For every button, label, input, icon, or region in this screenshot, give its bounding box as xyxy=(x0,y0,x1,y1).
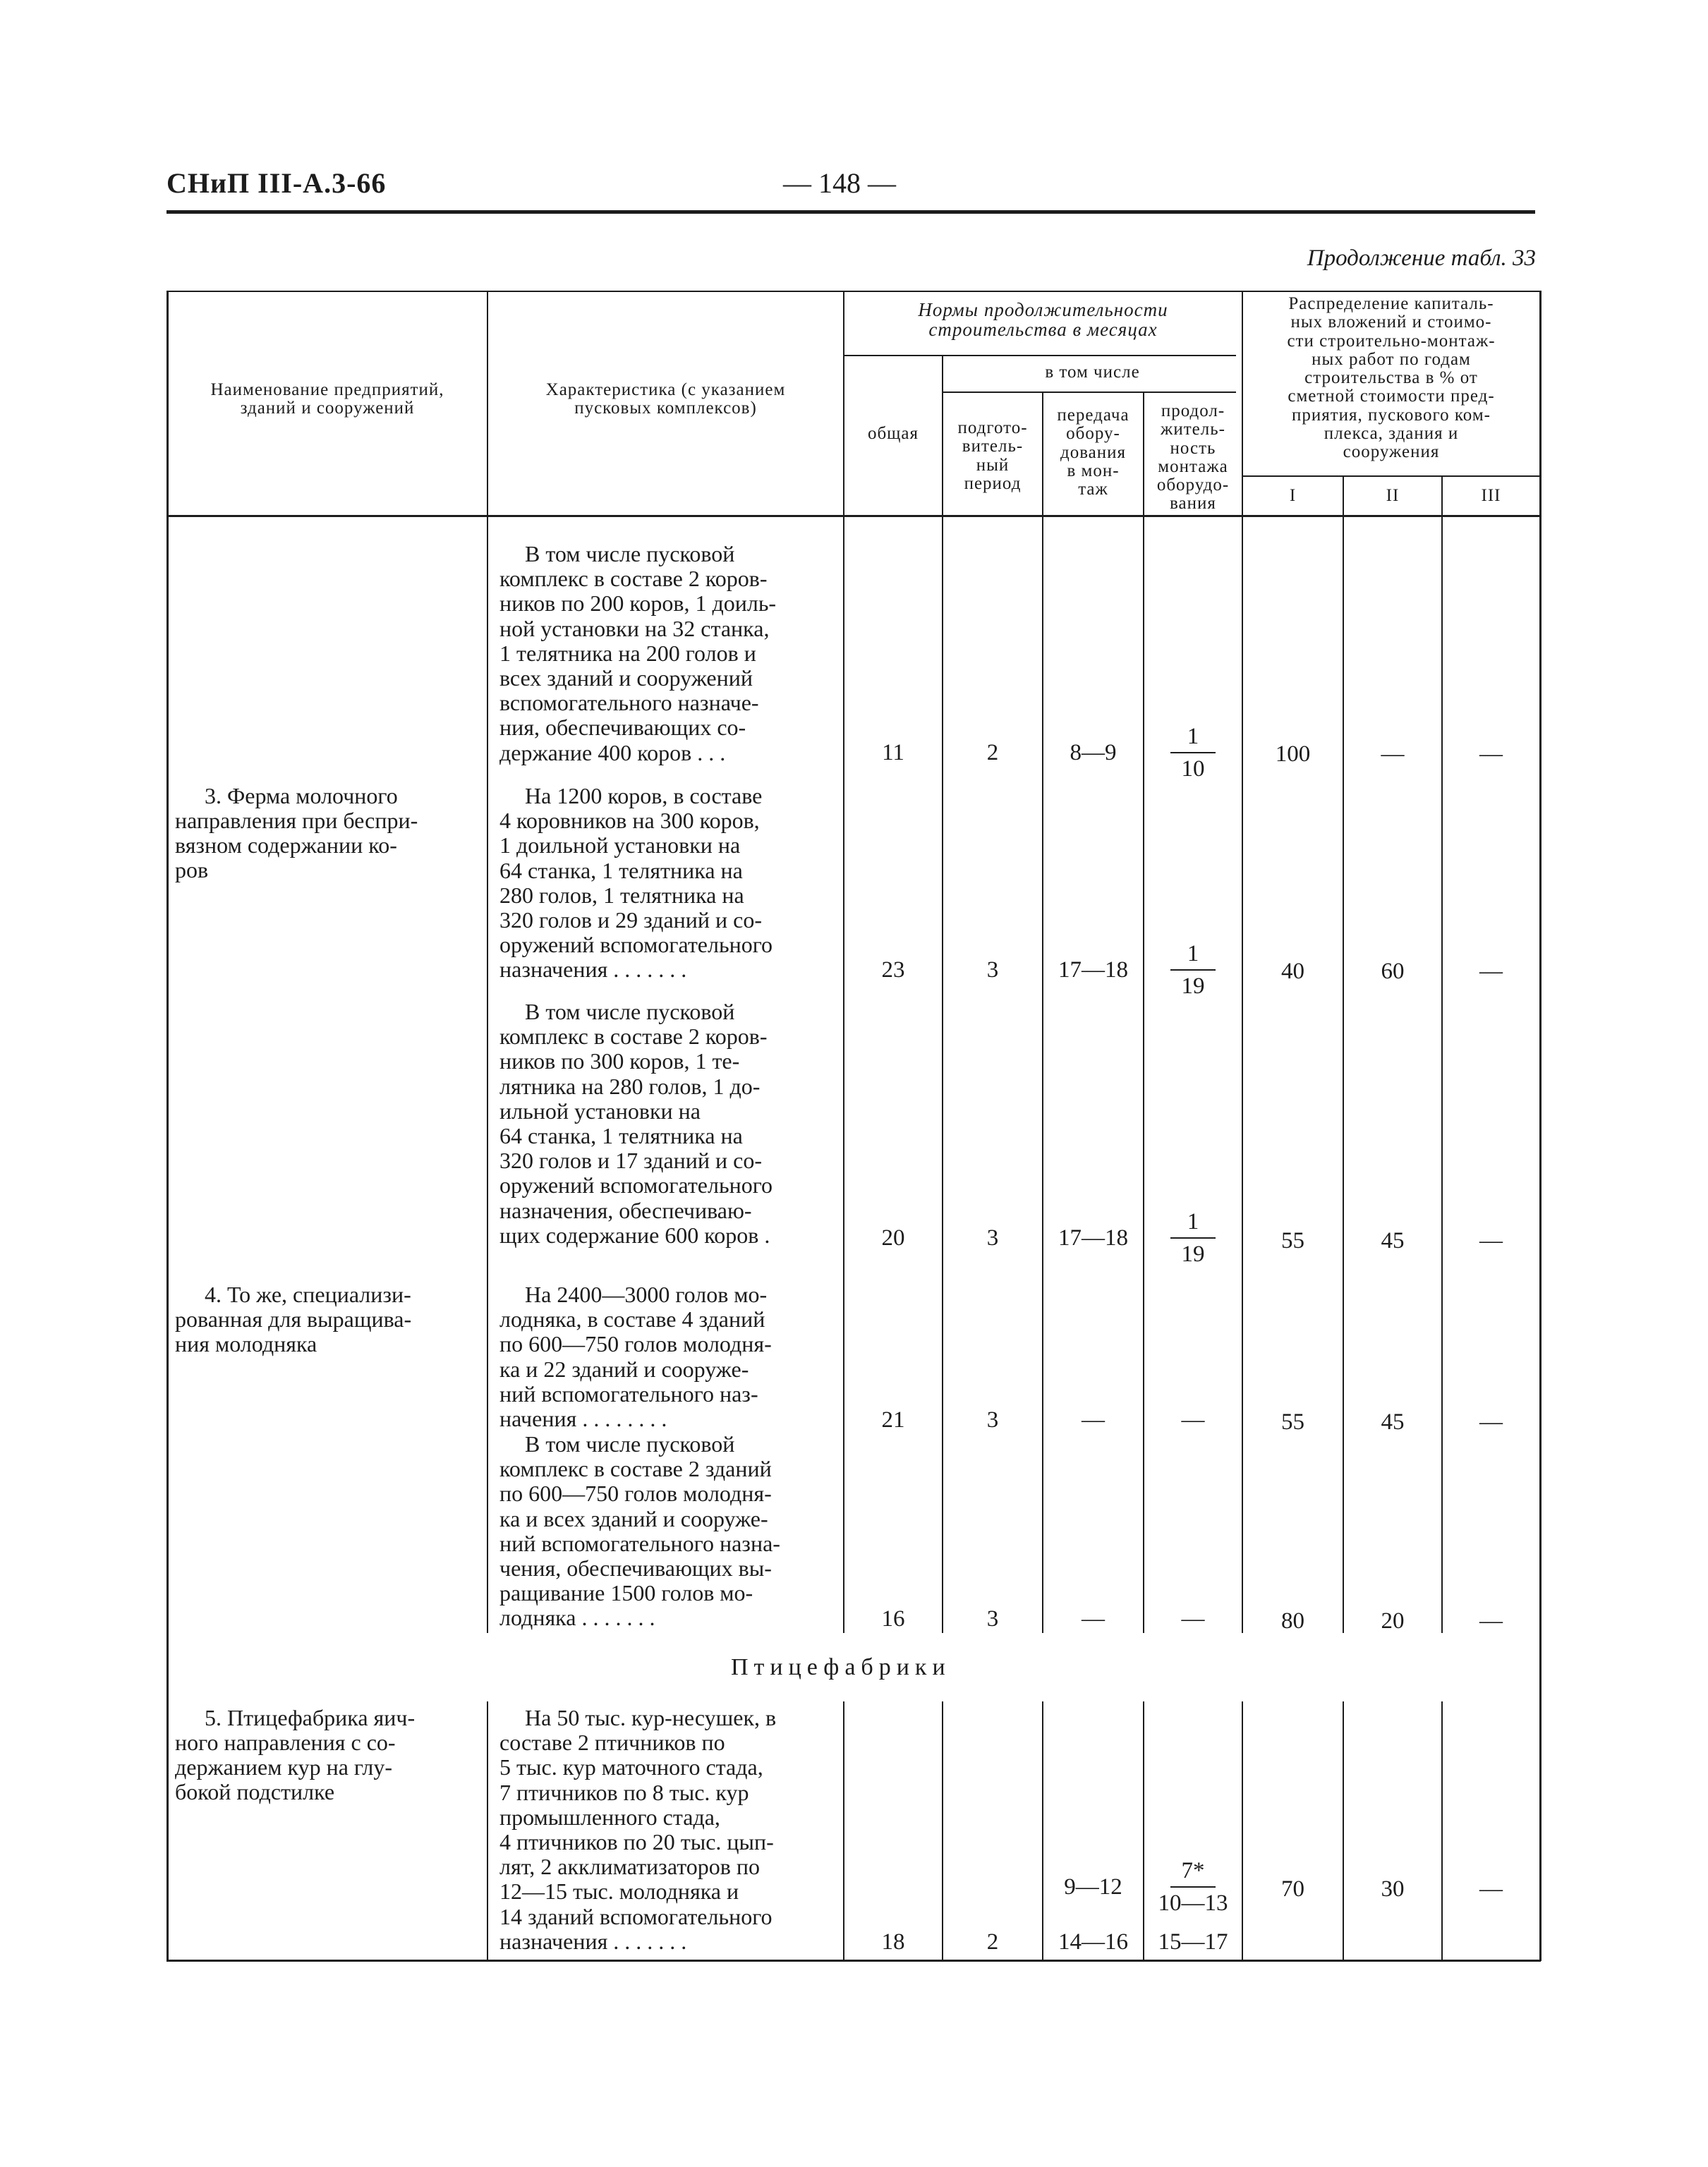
cell-year-3: — xyxy=(1479,1876,1503,1902)
col-header-total: общая xyxy=(867,424,919,443)
cell-year-1: 40 xyxy=(1281,959,1304,984)
cell-transfer: — xyxy=(1082,1606,1105,1632)
col-header-distribution: Распределение капиталь- ных вложений и стоимо- сти строительно-монтаж- ных работ по годам строительства в % от сметной стоимости пред- приятия, пускового ком- плекса, здания и сооружения xyxy=(1287,294,1496,461)
cell-year-2: — xyxy=(1381,741,1405,767)
cell-year-3: — xyxy=(1479,1409,1503,1435)
document-code: СНиП III-А.3-66 xyxy=(166,167,387,199)
characteristic-2: На 1200 коров, в составе 4 коровников на 300 коров, 1 доильной установки на 64 станка, 1 телятника на 280 голов, 1 телятника на 320 голов и 29 зданий и со- оружений вспомогательного назначения . . . . . . . xyxy=(499,783,773,983)
characteristic-4: На 2400—3000 голов мо- лодняка, в составе 4 зданий по 600—750 голов молодня- ка и 22 зданий и сооруже- ний вспомогательного наз- начения . . . . . . . . xyxy=(499,1282,772,1432)
col-header-install-duration: продол- житель- ность монтажа оборудо- вания xyxy=(1156,401,1230,514)
characteristic-5: В том числе пусковой комплекс в составе 2 зданий по 600—750 голов молодня- ка и всех зданий и сооруже- ний вспомогательного назна- чения, обеспечивающих вы- ращивание 1500 голов мо- лодняка . . . . . . . xyxy=(499,1431,780,1631)
cell-transfer: 17—18 xyxy=(1058,957,1128,983)
cell-prep: 3 xyxy=(986,1225,999,1251)
cell-total: 16 xyxy=(881,1606,905,1632)
col-header-prep-period: подгото- витель- ный период xyxy=(957,418,1028,493)
characteristic-3: В том числе пусковой комплекс в составе 2 коров- ников по 300 коров, 1 те- лятника на 280 голов, 1 до- ильной установки на 64 станка, 1 телятника на 320 голов и 17 зданий и со- оружений вспомогательного назначения, обеспечиваю- щих содержание 600 коров . xyxy=(499,999,773,1248)
cell-install-fraction: 1 10 xyxy=(1158,722,1228,783)
continuation-label: Продолжение табл. 33 xyxy=(1307,245,1536,271)
cell-year-2: 30 xyxy=(1381,1876,1405,1902)
cell-total: 21 xyxy=(881,1407,905,1433)
col-header-year-2: II xyxy=(1386,486,1400,505)
item-4-name: 4. То же, специализи- рованная для выращива- ния молодняка xyxy=(175,1282,412,1356)
col-header-characteristic: Характеристика (с указанием пусковых комплексов) xyxy=(545,380,786,418)
cell-install-fraction: 7* 10—13 xyxy=(1158,1858,1228,1916)
cell-year-3: — xyxy=(1479,741,1503,767)
col-header-name: Наименование предприятий, зданий и сооружений xyxy=(210,380,444,418)
cell-year-2: 45 xyxy=(1381,1409,1405,1435)
col-header-year-1: I xyxy=(1289,486,1297,505)
cell-total: 18 xyxy=(881,1929,905,1955)
cell-prep: 2 xyxy=(986,740,999,765)
cell-total: 20 xyxy=(881,1225,905,1251)
cell-transfer: 8—9 xyxy=(1070,740,1117,765)
cell-prep: 3 xyxy=(986,1606,999,1632)
cell-prep: 2 xyxy=(986,1929,999,1955)
cell-transfer-a: 9—12 xyxy=(1064,1874,1122,1900)
cell-year-2: 60 xyxy=(1381,959,1405,984)
item-5-name: 5. Птицефабрика яич- ного направления с со- держанием кур на глу- бокой подстилке xyxy=(175,1705,416,1804)
cell-year-1: 80 xyxy=(1281,1608,1304,1634)
cell-year-1: 100 xyxy=(1275,741,1311,767)
cell-install-fraction: 1 19 xyxy=(1158,940,1228,1000)
section-title: Птицефабрики xyxy=(731,1654,951,1680)
cell-year-3: — xyxy=(1479,1608,1503,1634)
header-rule xyxy=(166,210,1535,214)
characteristic-1: В том числе пусковой комплекс в составе 2 коров- ников по 200 коров, 1 доиль- ной установки на 32 станка, 1 телятника на 200 голов и всех зданий и сооружений вспомогательного назначе- ния, обеспечивающих со- держание 400 коров . . . xyxy=(499,541,777,765)
cell-install-b: 15—17 xyxy=(1158,1929,1228,1955)
cell-prep: 3 xyxy=(986,957,999,983)
cell-total: 11 xyxy=(882,740,904,765)
cell-year-1: 70 xyxy=(1281,1876,1304,1902)
cell-prep: 3 xyxy=(986,1407,999,1433)
cell-year-3: — xyxy=(1479,1228,1503,1254)
item-3-name: 3. Ферма молочного направления при беспри- вязном содержании ко- ров xyxy=(175,783,418,882)
col-header-equipment-transfer: передача обору- дования в мон- таж xyxy=(1057,406,1129,499)
page-number: — 148 — xyxy=(783,167,896,199)
cell-install-fraction: 1 19 xyxy=(1158,1208,1228,1268)
cell-year-1: 55 xyxy=(1281,1409,1304,1435)
col-header-including: в том числе xyxy=(1045,363,1140,382)
col-header-norms-group: Нормы продолжительности строительства в месяцах xyxy=(918,299,1168,341)
cell-transfer: 17—18 xyxy=(1058,1225,1128,1251)
cell-install: — xyxy=(1181,1407,1205,1433)
cell-year-3: — xyxy=(1479,959,1503,984)
cell-year-2: 45 xyxy=(1381,1228,1405,1254)
cell-install: — xyxy=(1181,1606,1205,1632)
col-header-year-3: III xyxy=(1481,486,1501,505)
cell-year-1: 55 xyxy=(1281,1228,1304,1254)
cell-transfer-b: 14—16 xyxy=(1058,1929,1128,1955)
cell-transfer: — xyxy=(1082,1407,1105,1433)
cell-total: 23 xyxy=(881,957,905,983)
cell-year-2: 20 xyxy=(1381,1608,1405,1634)
characteristic-6: На 50 тыс. кур-несушек, в составе 2 птичников по 5 тыс. кур маточного стада, 7 птичников по 8 тыс. кур промышленного стада, 4 птичников по 20 тыс. цып- лят, 2 акклиматизаторов по 12—15 тыс. молодняка и 14 зданий вспомогательного назначения . . . . . . . xyxy=(499,1705,777,1954)
